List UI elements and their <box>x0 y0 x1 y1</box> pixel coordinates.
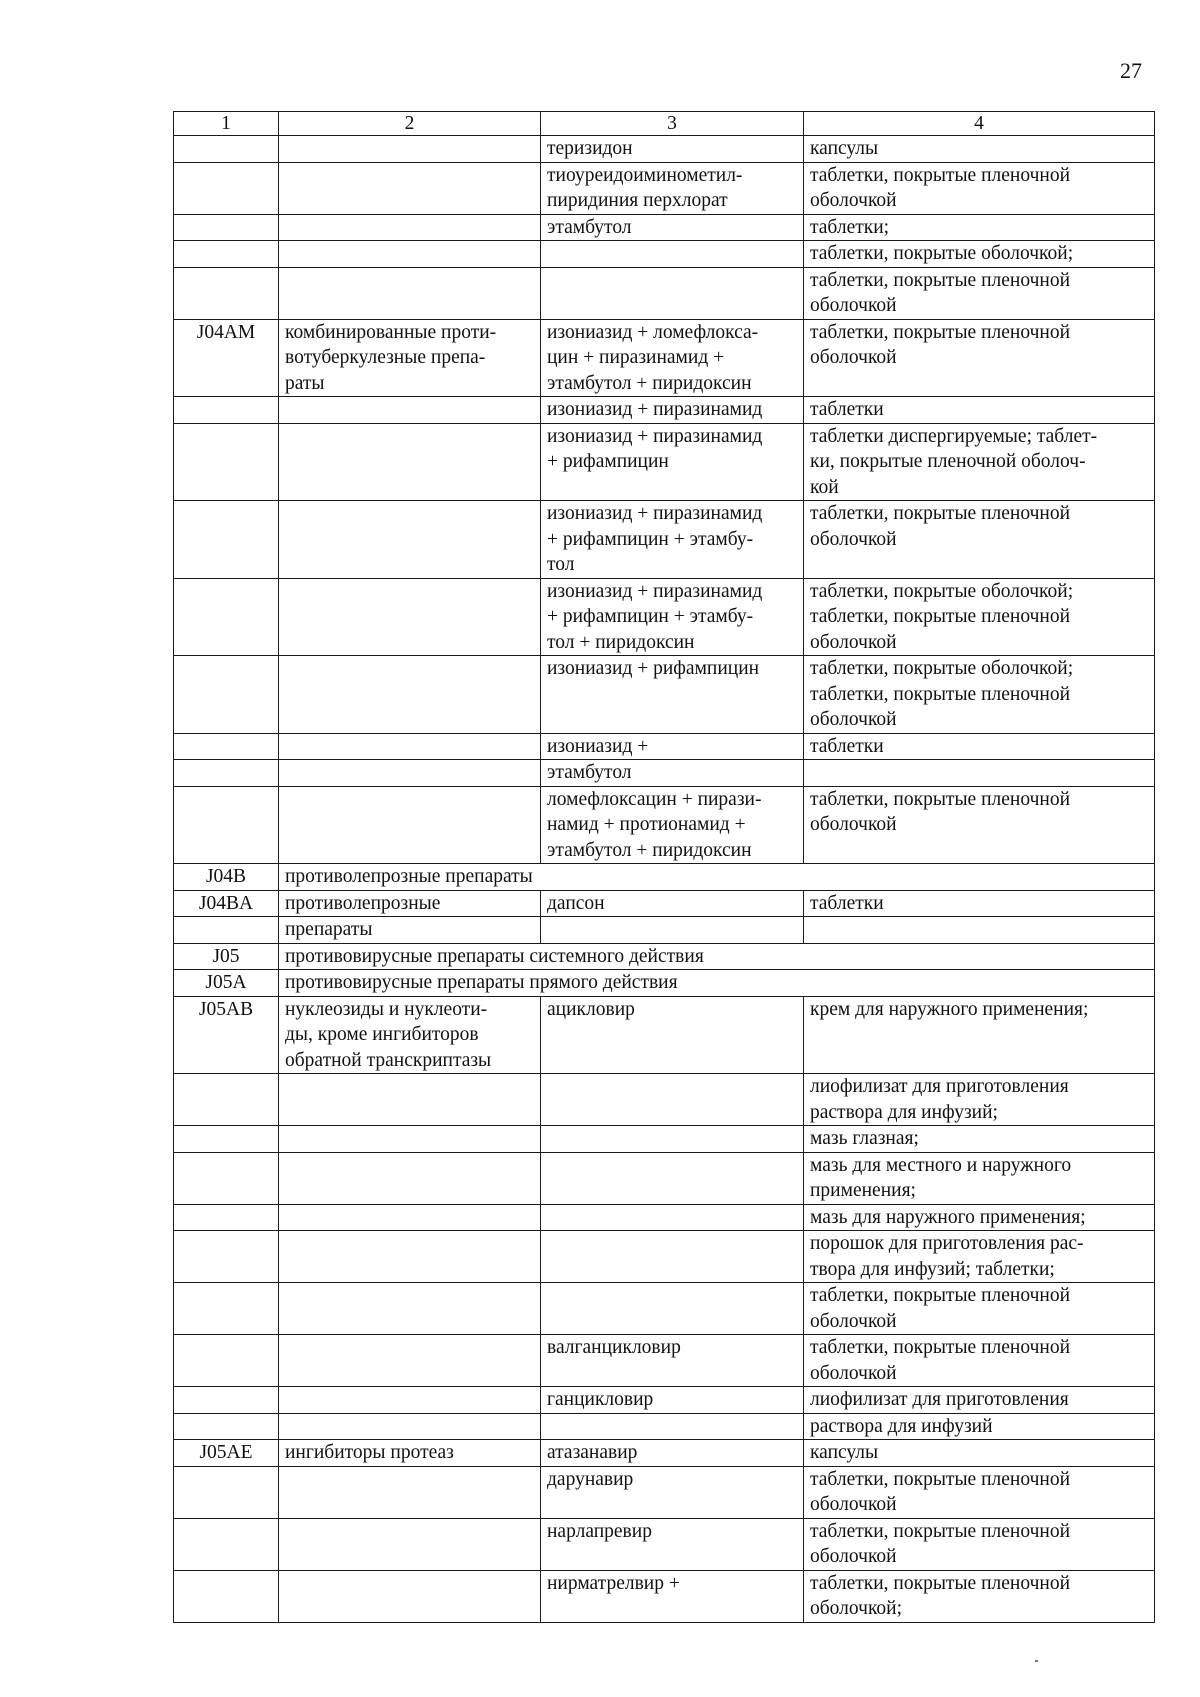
group-name-cell <box>279 1283 541 1335</box>
dosage-form-cell-text: раствора для инфузий <box>810 1415 993 1437</box>
dosage-form-cell <box>804 241 1155 268</box>
dosage-form-cell <box>804 1518 1155 1570</box>
atc-code-cell <box>174 397 279 424</box>
dosage-form-cell-text: таблетки, покрытые оболочкой; <box>810 243 1074 264</box>
dosage-form-cell <box>804 1466 1155 1518</box>
table-row <box>174 1126 1155 1153</box>
drug-name-cell <box>541 1074 804 1126</box>
table-row <box>174 267 1155 319</box>
group-name-cell <box>279 1570 541 1622</box>
atc-code-cell <box>174 1074 279 1126</box>
column-header-4: 4 <box>804 112 1155 136</box>
drug-name-cell <box>541 241 804 268</box>
atc-code-cell <box>174 267 279 319</box>
atc-code-cell <box>174 1204 279 1231</box>
table-row <box>174 786 1155 864</box>
drug-name-cell <box>541 578 804 656</box>
drug-name-cell <box>541 162 804 214</box>
group-name-cell <box>279 996 541 1074</box>
dosage-form-cell <box>804 1413 1155 1440</box>
dosage-form-cell <box>804 1387 1155 1414</box>
dosage-form-cell <box>804 786 1155 864</box>
atc-code-cell: J05A <box>174 970 279 997</box>
table-row <box>174 733 1155 760</box>
dosage-form-cell-text: таблетки, покрытые пленочной оболочкой <box>810 1337 1071 1384</box>
group-name-cell-text: комбинированные проти- вотуберкулезные препа- раты <box>285 321 497 394</box>
atc-code-cell: J04BA <box>174 890 279 917</box>
dosage-form-cell-text: лиофилизат для приготовления раствора для инфузий; <box>810 1076 1069 1123</box>
dosage-form-cell <box>804 1570 1155 1622</box>
dosage-form-cell <box>804 501 1155 579</box>
group-name-cell <box>279 917 541 944</box>
dosage-form-cell <box>804 578 1155 656</box>
table-row <box>174 162 1155 214</box>
drug-name-cell <box>541 786 804 864</box>
group-name-cell: противовирусные препараты системного действия <box>279 943 1155 970</box>
dosage-form-cell <box>804 319 1155 397</box>
dosage-form-cell <box>804 760 1155 787</box>
table-row <box>174 501 1155 579</box>
drug-name-cell-text: ганцикловир <box>547 1389 654 1410</box>
dosage-form-cell-text: капсулы <box>810 1442 879 1463</box>
table-row <box>174 319 1155 397</box>
atc-code-cell <box>174 214 279 241</box>
table-row <box>174 917 1155 944</box>
dosage-form-cell-text: таблетки, покрытые пленочной оболочкой <box>810 1285 1071 1332</box>
table-body <box>174 136 1155 1623</box>
atc-code-cell <box>174 786 279 864</box>
group-name-cell <box>279 501 541 579</box>
drug-name-cell <box>541 319 804 397</box>
dosage-form-cell-text: капсулы <box>810 138 879 159</box>
group-name-cell <box>279 1335 541 1387</box>
drug-name-cell <box>541 917 804 944</box>
group-name-cell <box>279 578 541 656</box>
dosage-form-cell <box>804 1283 1155 1335</box>
atc-code-cell: J05 <box>174 943 279 970</box>
table-row <box>174 578 1155 656</box>
group-name-cell <box>279 890 541 917</box>
drug-name-cell <box>541 1518 804 1570</box>
group-name-cell <box>279 1231 541 1283</box>
atc-code-cell <box>174 917 279 944</box>
atc-code-cell <box>174 423 279 501</box>
dosage-form-cell-text: мазь глазная; <box>810 1128 919 1149</box>
dosage-form-cell-text: таблетки <box>810 399 884 420</box>
table-row <box>174 1335 1155 1387</box>
column-header-2: 2 <box>279 112 541 136</box>
table-row <box>174 890 1155 917</box>
drug-name-cell-text: ацикловир <box>547 998 635 1020</box>
drug-name-cell <box>541 656 804 734</box>
group-name-cell: противовирусные препараты прямого действия <box>279 970 1155 997</box>
drug-name-cell <box>541 1387 804 1414</box>
atc-code-cell <box>174 1335 279 1387</box>
table-row <box>174 423 1155 501</box>
atc-code-cell <box>174 1570 279 1622</box>
group-name-cell <box>279 656 541 734</box>
atc-code-cell <box>174 501 279 579</box>
dosage-form-cell <box>804 1204 1155 1231</box>
dosage-form-cell-text: таблетки; <box>810 216 890 238</box>
atc-code-cell <box>174 241 279 268</box>
drug-name-cell-text: изониазид + пиразинамид + рифампицин + этамбу- тол <box>547 503 763 575</box>
group-name-cell <box>279 1518 541 1570</box>
drug-name-cell <box>541 136 804 163</box>
table-row <box>174 1074 1155 1126</box>
drug-name-cell-text: нирматрелвир + <box>547 1572 680 1594</box>
drug-name-cell <box>541 1466 804 1518</box>
group-name-cell <box>279 733 541 760</box>
table-row <box>174 970 1155 997</box>
table-row <box>174 864 1155 891</box>
drug-name-cell <box>541 1152 804 1204</box>
group-name-cell <box>279 319 541 397</box>
group-name-cell <box>279 267 541 319</box>
group-name-cell <box>279 1413 541 1440</box>
dosage-form-cell-text: таблетки, покрытые пленочной оболочкой <box>810 269 1071 316</box>
drug-name-cell <box>541 267 804 319</box>
dosage-form-cell-text: таблетки, покрытые пленочной оболочкой <box>810 503 1071 550</box>
dosage-form-cell-text: таблетки, покрытые пленочной оболочкой <box>810 164 1071 211</box>
dosage-form-cell-text: таблетки <box>810 892 884 914</box>
dosage-form-cell <box>804 733 1155 760</box>
group-name-cell-text: ингибиторы протеаз <box>285 1442 454 1463</box>
group-name-cell <box>279 760 541 787</box>
dosage-form-cell-text: таблетки, покрытые пленочной оболочкой <box>810 1468 1071 1515</box>
table-row <box>174 214 1155 241</box>
dosage-form-cell <box>804 162 1155 214</box>
atc-code-cell <box>174 136 279 163</box>
dosage-form-cell <box>804 214 1155 241</box>
column-header-1: 1 <box>174 112 279 136</box>
dosage-form-cell <box>804 917 1155 944</box>
drug-name-cell-text: этамбутол <box>547 762 632 783</box>
atc-code-cell <box>174 733 279 760</box>
atc-code-cell <box>174 1152 279 1204</box>
drug-name-cell <box>541 996 804 1074</box>
drug-name-cell-text: дарунавир <box>547 1468 634 1490</box>
drug-name-cell-text: теризидон <box>547 138 633 159</box>
table-row <box>174 136 1155 163</box>
group-name-cell: противолепрозные препараты <box>279 864 1155 891</box>
dosage-form-cell <box>804 423 1155 501</box>
group-name-cell <box>279 136 541 163</box>
dosage-form-cell <box>804 1152 1155 1204</box>
drug-name-cell <box>541 1231 804 1283</box>
atc-code-cell: J04B <box>174 864 279 891</box>
table-row <box>174 943 1155 970</box>
dosage-form-cell-text: таблетки, покрытые пленочной оболочкой <box>810 1520 1071 1567</box>
group-name-cell <box>279 1152 541 1204</box>
table-row <box>174 1387 1155 1414</box>
table-row <box>174 1283 1155 1335</box>
drug-list-table <box>173 111 1155 1623</box>
atc-code-cell <box>174 1518 279 1570</box>
group-name-cell-text: противолепрозные <box>285 892 441 914</box>
atc-code-cell <box>174 1126 279 1153</box>
dosage-form-cell <box>804 1126 1155 1153</box>
atc-code-cell <box>174 1283 279 1335</box>
atc-code-cell <box>174 578 279 656</box>
dosage-form-cell <box>804 267 1155 319</box>
dosage-form-cell-text: таблетки, покрытые оболочкой; таблетки, покрытые пленочной оболочкой <box>810 658 1074 730</box>
table-row <box>174 656 1155 734</box>
drug-name-cell <box>541 214 804 241</box>
dosage-form-cell <box>804 1074 1155 1126</box>
atc-code-cell <box>174 656 279 734</box>
dosage-form-cell-text: таблетки, покрытые пленочной оболочкой; <box>810 1572 1071 1619</box>
drug-name-cell-text: этамбутол <box>547 216 632 238</box>
drug-name-cell-text: изониазид + пиразинамид <box>547 399 763 420</box>
dosage-form-cell <box>804 1335 1155 1387</box>
table-row <box>174 760 1155 787</box>
drug-name-cell <box>541 1413 804 1440</box>
drug-name-cell-text: изониазид + пиразинамид + рифампицин + этамбу- тол + пиридоксин <box>547 580 763 653</box>
atc-code-cell <box>174 162 279 214</box>
dosage-form-cell-text: таблетки, покрытые пленочной оболочкой <box>810 788 1071 835</box>
dosage-form-cell <box>804 397 1155 424</box>
table-row <box>174 1518 1155 1570</box>
drug-name-cell-text: изониазид + пиразинамид + рифампицин <box>547 425 763 472</box>
drug-name-cell <box>541 1440 804 1467</box>
drug-name-cell-text: дапсон <box>547 892 605 914</box>
drug-name-cell-text: валганцикловир <box>547 1337 681 1358</box>
group-name-cell <box>279 241 541 268</box>
atc-code-cell <box>174 760 279 787</box>
drug-name-cell <box>541 1204 804 1231</box>
dosage-form-cell <box>804 136 1155 163</box>
group-name-cell <box>279 162 541 214</box>
drug-name-cell <box>541 501 804 579</box>
group-name-cell <box>279 397 541 424</box>
atc-code-cell <box>174 1387 279 1414</box>
table-row <box>174 1570 1155 1622</box>
atc-code-cell <box>174 1466 279 1518</box>
drug-name-cell-text: тиоуреидоиминометил- пиридиния перхлорат <box>547 164 743 211</box>
group-name-cell <box>279 1204 541 1231</box>
group-name-cell <box>279 1126 541 1153</box>
drug-name-cell-text: изониазид + <box>547 735 649 757</box>
column-header-3: 3 <box>541 112 804 136</box>
drug-name-cell-text: изониазид + рифампицин <box>547 658 760 679</box>
table-row <box>174 1152 1155 1204</box>
dosage-form-cell <box>804 996 1155 1074</box>
drug-name-cell <box>541 760 804 787</box>
atc-code-cell: J05AB <box>174 996 279 1074</box>
group-name-cell <box>279 423 541 501</box>
dosage-form-cell-text: лиофилизат для приготовления <box>810 1389 1069 1410</box>
dosage-form-cell-text: таблетки, покрытые пленочной оболочкой <box>810 321 1071 368</box>
table-row <box>174 241 1155 268</box>
drug-name-cell <box>541 1335 804 1387</box>
table-row <box>174 996 1155 1074</box>
table-row <box>174 1413 1155 1440</box>
table-header-row <box>174 112 1155 136</box>
drug-name-cell-text: ломефлоксацин + пирази- намид + протионамид + этамбутол + пиридоксин <box>547 788 762 861</box>
atc-code-cell: J05AE <box>174 1440 279 1467</box>
dosage-form-cell-text: таблетки диспергируемые; таблет- ки, покрытые пленочной оболоч- кой <box>810 425 1098 498</box>
drug-name-cell <box>541 1570 804 1622</box>
table-row <box>174 1466 1155 1518</box>
drug-name-cell <box>541 1283 804 1335</box>
scan-artifact <box>1035 1660 1038 1662</box>
drug-name-cell-text: изониазид + ломефлокса- цин + пиразинамид + этамбутол + пиридоксин <box>547 321 759 394</box>
dosage-form-cell-text: таблетки, покрытые оболочкой; таблетки, покрытые пленочной оболочкой <box>810 580 1074 653</box>
group-name-cell <box>279 214 541 241</box>
group-name-cell <box>279 1466 541 1518</box>
atc-code-cell: J04AM <box>174 319 279 397</box>
dosage-form-cell-text: мазь для наружного применения; <box>810 1206 1086 1228</box>
group-name-cell <box>279 786 541 864</box>
table-row <box>174 1204 1155 1231</box>
group-name-cell <box>279 1387 541 1414</box>
dosage-form-cell-text: мазь для местного и наружного применения; <box>810 1154 1072 1201</box>
atc-code-cell <box>174 1413 279 1440</box>
drug-name-cell <box>541 397 804 424</box>
dosage-form-cell-text: порошок для приготовления рас- твора для инфузий; таблетки; <box>810 1233 1084 1280</box>
dosage-form-cell <box>804 656 1155 734</box>
group-name-cell-text: нуклеозиды и нуклеоти- ды, кроме ингибиторов обратной транскриптазы <box>285 998 492 1071</box>
drug-name-cell <box>541 1126 804 1153</box>
drug-name-cell-text: нарлапревир <box>547 1520 652 1542</box>
dosage-form-cell-text: крем для наружного применения; <box>810 998 1089 1020</box>
drug-name-cell <box>541 733 804 760</box>
dosage-form-cell <box>804 890 1155 917</box>
drug-name-cell <box>541 890 804 917</box>
group-name-cell <box>279 1074 541 1126</box>
group-name-cell <box>279 1440 541 1467</box>
table-row <box>174 1440 1155 1467</box>
dosage-form-cell <box>804 1231 1155 1283</box>
drug-name-cell <box>541 423 804 501</box>
table-row <box>174 1231 1155 1283</box>
dosage-form-cell <box>804 1440 1155 1467</box>
dosage-form-cell-text: таблетки <box>810 735 884 757</box>
table-row <box>174 397 1155 424</box>
drug-name-cell-text: атазанавир <box>547 1442 638 1463</box>
group-name-cell-text: препараты <box>285 919 373 940</box>
atc-code-cell <box>174 1231 279 1283</box>
page-number: 27 <box>1120 58 1142 83</box>
